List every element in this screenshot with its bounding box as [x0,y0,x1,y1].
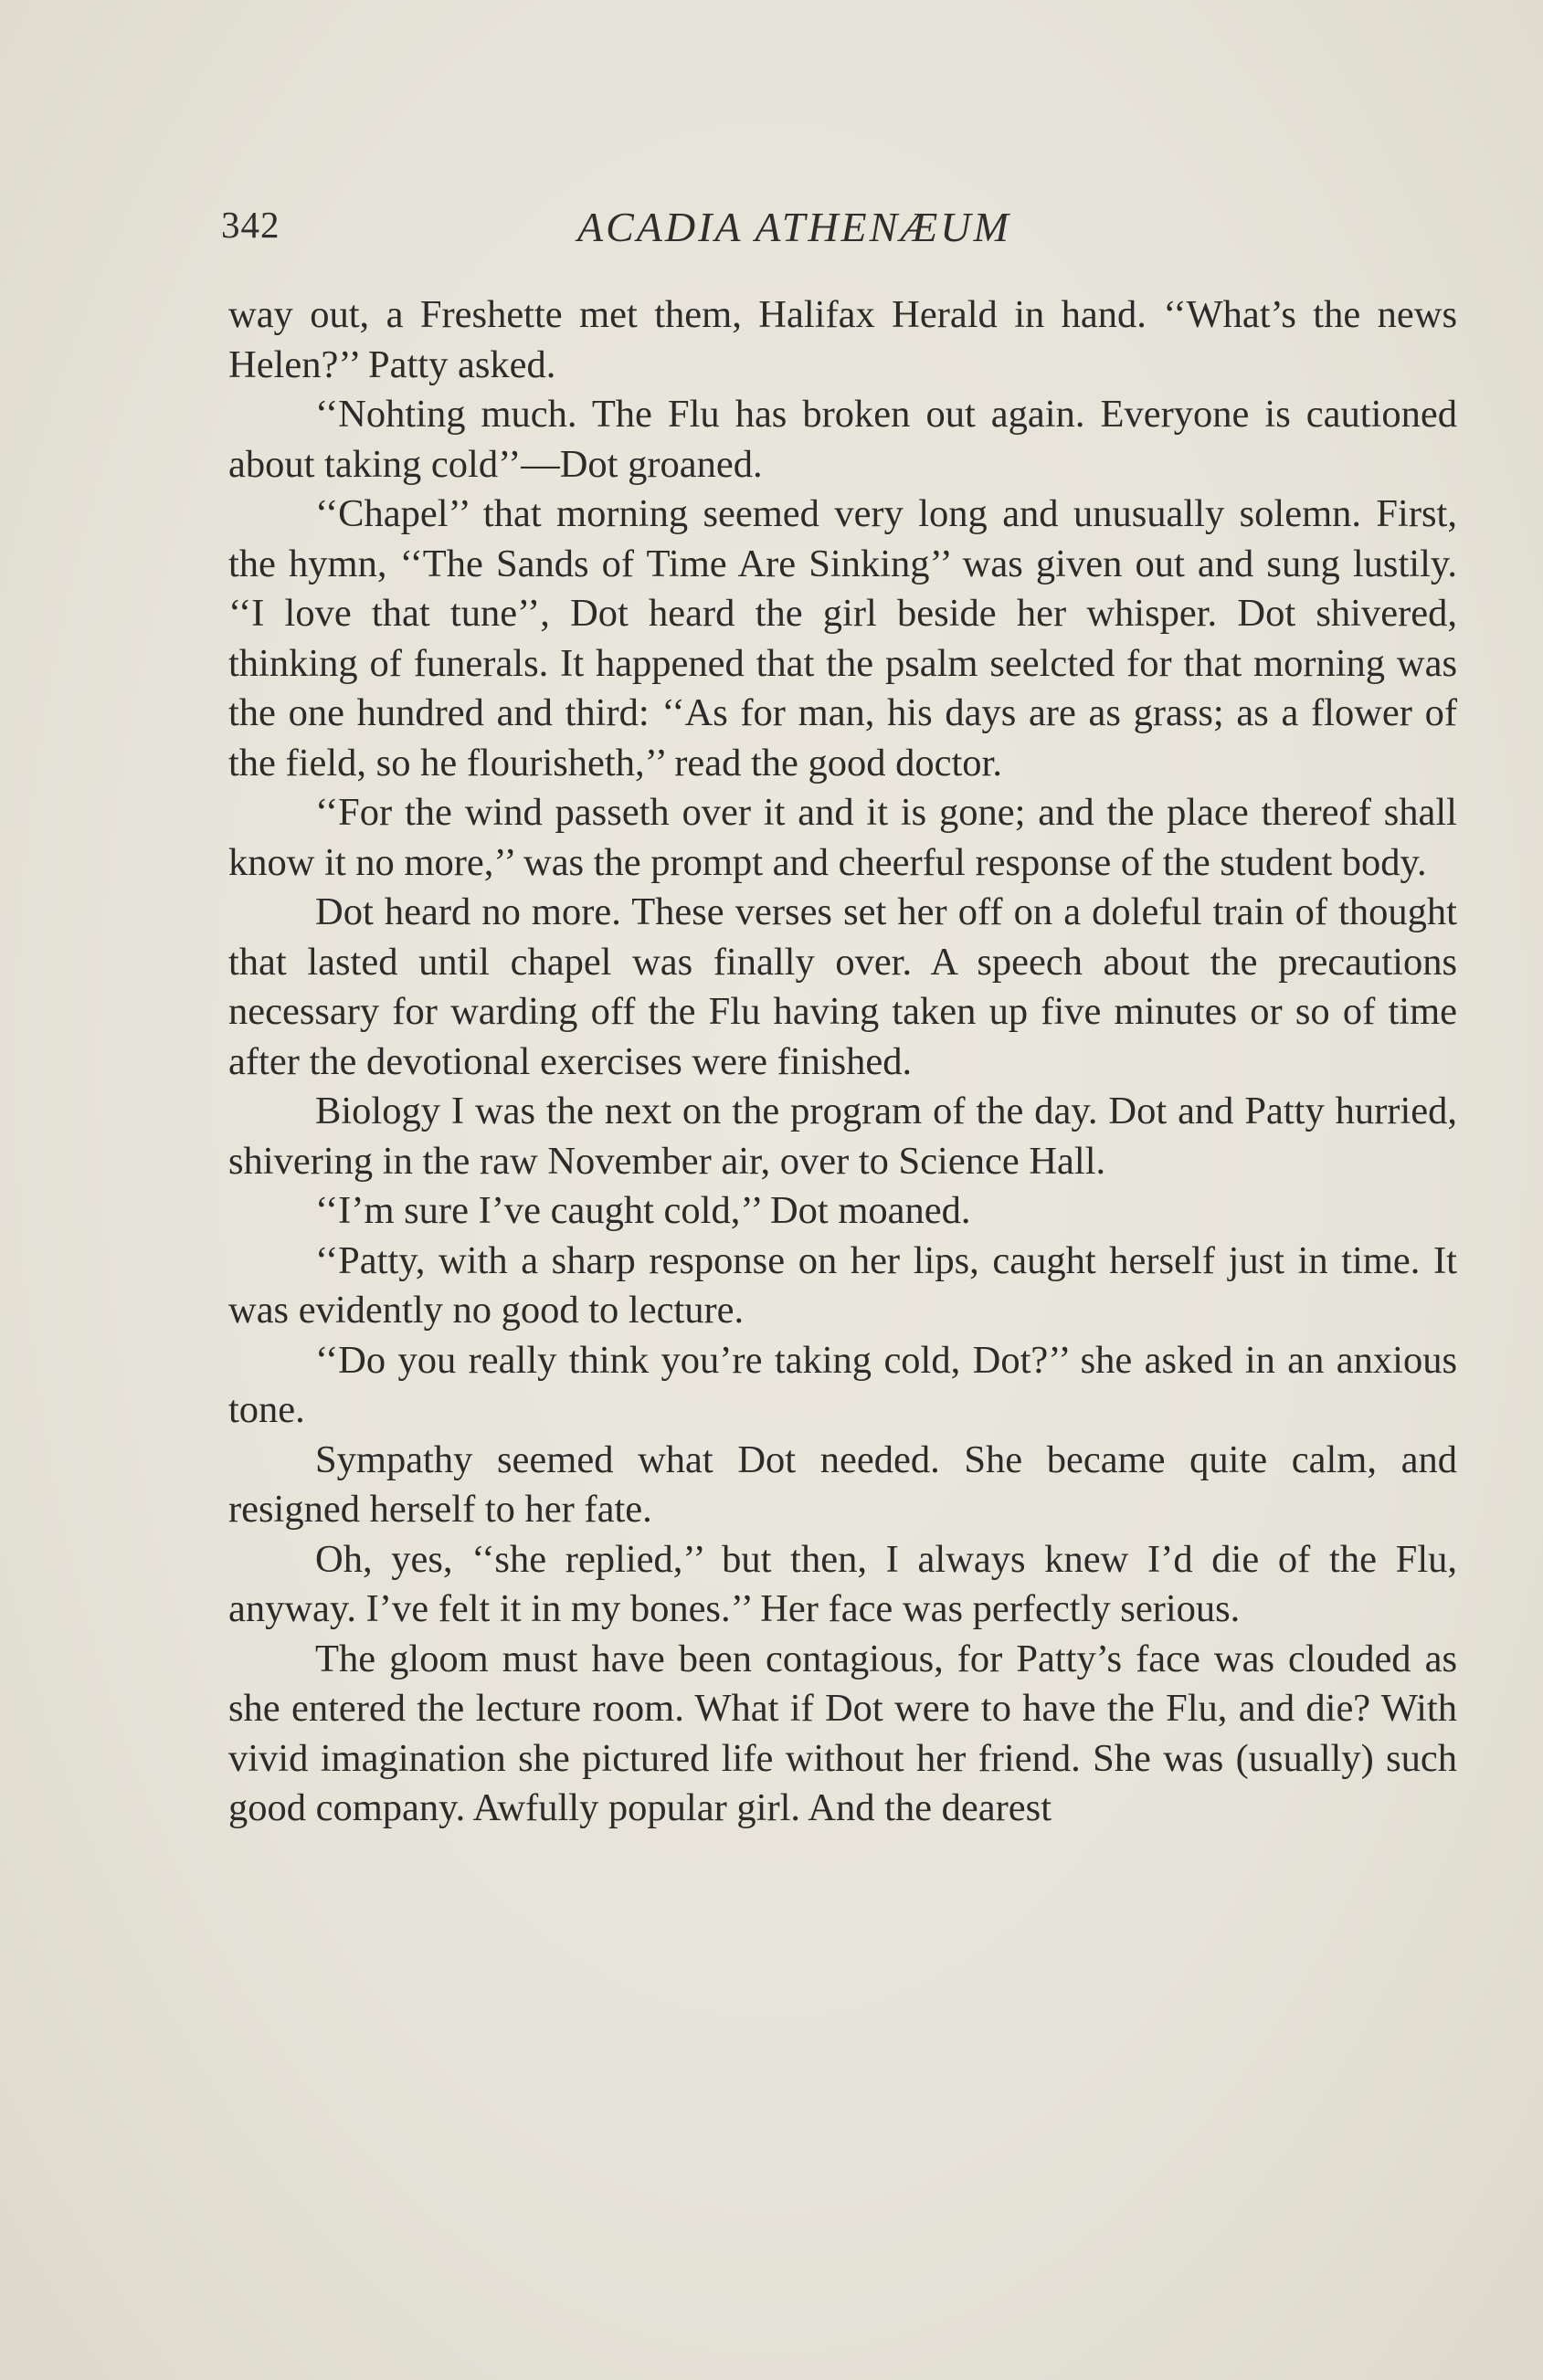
page-header [221,203,1445,258]
paragraph: Biology I was the next on the program of the day. Dot and Patty hurried, shivering in the raw November air, over to Science Hall. [228,1090,1457,1183]
paragraph: The gloom must have been contagious, for Patty’s face was clouded as she entered the lecture room. What if Dot were to have the Flu, and die? With vivid imagination she pictured life without her friend. She was (usually) such good company. Awfully popular girl. And the dearest [228,1637,1457,1829]
paragraph: ‘‘For the wind passeth over it and it is gone; and the place thereof shall know it no more,’’ was the prompt and cheerful response of the student body. [228,791,1457,884]
paragraph: ‘‘Nohting much. The Flu has broken out again. Everyone is cautioned about taking cold’’—Dot groaned. [228,393,1457,486]
paragraph: ‘‘Chapel’’ that morning seemed very long and unusually solemn. First, the hymn, ‘‘The Sands of Time Are Sinking’’ was given out and sung lustily. ‘‘I love that tune’’, Dot heard the girl beside her whisper. Dot shivered, thinking of funerals. It happened that the psalm seelcted for that morning was the one hundred and third: ‘‘As for man, his days are as grass; as a flower of the field, so he flourisheth,’’ read the good doctor. [228,492,1457,785]
running-title: ACADIA ATHENÆUM [577,204,1011,250]
paragraph: ‘‘Patty, with a sharp response on her lips, caught herself just in time. It was evidently no good to lecture. [228,1238,1457,1332]
paragraph: ‘‘Do you really think you’re taking cold, Dot?’’ she asked in an anxious tone. [228,1338,1457,1431]
body-text [228,290,1457,1834]
page-number: 342 [221,204,280,246]
paragraph: way out, a Freshette met them, Halifax Herald in hand. ‘‘What’s the news Helen?’’ Patty asked. [228,293,1457,386]
paragraph: Dot heard no more. These verses set her off on a doleful train of thought that lasted until chapel was finally over. A speech about the precautions necessary for warding off the Flu having taken up five minutes or so of time after the devotional exercises were finished. [228,890,1457,1083]
paragraph: Sympathy seemed what Dot needed. She became quite calm, and resigned herself to her fate. [228,1437,1457,1531]
paragraph: ‘‘I’m sure I’ve caught cold,’’ Dot moaned. [315,1189,971,1232]
paragraph: Oh, yes, ‘‘she replied,’’ but then, I always knew I’d die of the Flu, anyway. I’ve felt it in my bones.’’ Her face was perfectly serious. [228,1537,1457,1630]
